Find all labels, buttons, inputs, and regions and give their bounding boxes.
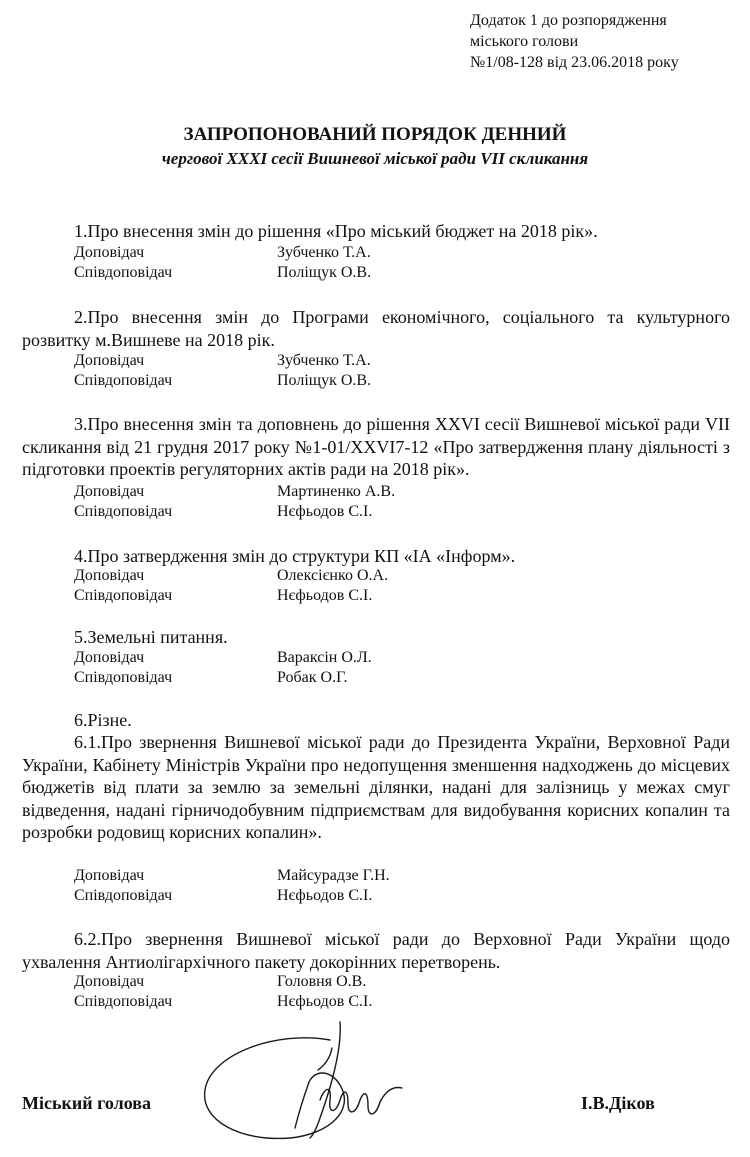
coreporter-name: Нєфьодов С.І. xyxy=(277,993,373,1010)
reporter-label: Доповідач xyxy=(74,352,145,369)
document-title: ЗАПРОПОНОВАНИЙ ПОРЯДОК ДЕННИЙ xyxy=(183,124,567,145)
agenda-item-6: 6.Різне. xyxy=(74,710,132,730)
reporter-label: Доповідач xyxy=(74,244,145,261)
agenda-item-4: 4.Про затвердження змін до структури КП «ІА «Інформ». xyxy=(74,546,516,566)
annex-header xyxy=(470,10,679,73)
reporter-label: Доповідач xyxy=(74,649,145,666)
reporter-name: Вараксін О.Л. xyxy=(277,649,372,666)
coreporter-name: Робак О.Г. xyxy=(277,669,348,686)
coreporter-label: Співдоповідач xyxy=(74,887,173,904)
reporter-name: Зубченко Т.А. xyxy=(277,352,371,369)
signatory-name: І.В.Діков xyxy=(581,1093,655,1113)
document-subtitle: чергової XXXI сесії Вишневої міської ради VII скликання xyxy=(161,149,589,168)
agenda-item-6-1: 6.1.Про звернення Вишневої міської ради до Президента України, Верховної Ради України, Кабінету Міністрів України про недопущення зменшення надходжень до місцевих бюджетів від плати за землю за земельні ділянки, надані для залізниць у межах смуг відведення, надані гірничодобувним підприємствам для видобування корисних копалин та розробки родовищ корисних копалин». xyxy=(22,732,730,842)
reporter-name: Майсурадзе Г.Н. xyxy=(277,867,390,884)
signatory-position: Міський голова xyxy=(22,1093,151,1113)
handwritten-signature xyxy=(180,1010,420,1150)
coreporter-label: Співдоповідач xyxy=(74,372,173,389)
reporter-label: Доповідач xyxy=(74,567,145,584)
coreporter-label: Співдоповідач xyxy=(74,587,173,604)
reporter-name: Мартиненко А.В. xyxy=(277,483,396,500)
coreporter-label: Співдоповідач xyxy=(74,264,173,281)
coreporter-name: Нєфьодов С.І. xyxy=(277,587,373,604)
agenda-item-5: 5.Земельні питання. xyxy=(74,627,228,647)
coreporter-name: Поліщук О.В. xyxy=(277,372,372,389)
reporter-label: Доповідач xyxy=(74,867,145,884)
reporter-name: Зубченко Т.А. xyxy=(277,244,371,261)
coreporter-name: Нєфьодов С.І. xyxy=(277,503,373,520)
coreporter-label: Співдоповідач xyxy=(74,503,173,520)
annex-line-3: №1/08-128 від 23.06.2018 року xyxy=(470,54,679,71)
coreporter-name: Поліщук О.В. xyxy=(277,264,372,281)
reporter-name: Головня О.В. xyxy=(277,973,367,990)
coreporter-name: Нєфьодов С.І. xyxy=(277,887,373,904)
reporter-label: Доповідач xyxy=(74,483,145,500)
reporter-name: Олексієнко О.А. xyxy=(277,567,389,584)
agenda-item-1: 1.Про внесення змін до рішення «Про міський бюджет на 2018 рік». xyxy=(74,221,598,241)
reporter-label: Доповідач xyxy=(74,973,145,990)
annex-line-1: Додаток 1 до розпорядження xyxy=(470,12,667,29)
coreporter-label: Співдоповідач xyxy=(74,669,173,686)
agenda-item-3: 3.Про внесення змін та доповнень до рішення XXVI сесії Вишневої міської ради VII скликання від 21 грудня 2017 року №1-01/XXVI7-12 «Про затвердження плану діяльності з підготовки проектів регуляторних актів ради на 2018 рік». xyxy=(22,414,730,479)
annex-line-2: міського голови xyxy=(470,33,579,50)
agenda-item-2: 2.Про внесення змін до Програми економічного, соціального та культурного розвитку м.Вишневе на 2018 рік. xyxy=(22,307,730,350)
agenda-item-6-2: 6.2.Про звернення Вишневої міської ради до Верховної Ради України щодо ухвалення Антиолігархічного пакету докорінних перетворень. xyxy=(22,929,730,972)
coreporter-label: Співдоповідач xyxy=(74,993,173,1010)
